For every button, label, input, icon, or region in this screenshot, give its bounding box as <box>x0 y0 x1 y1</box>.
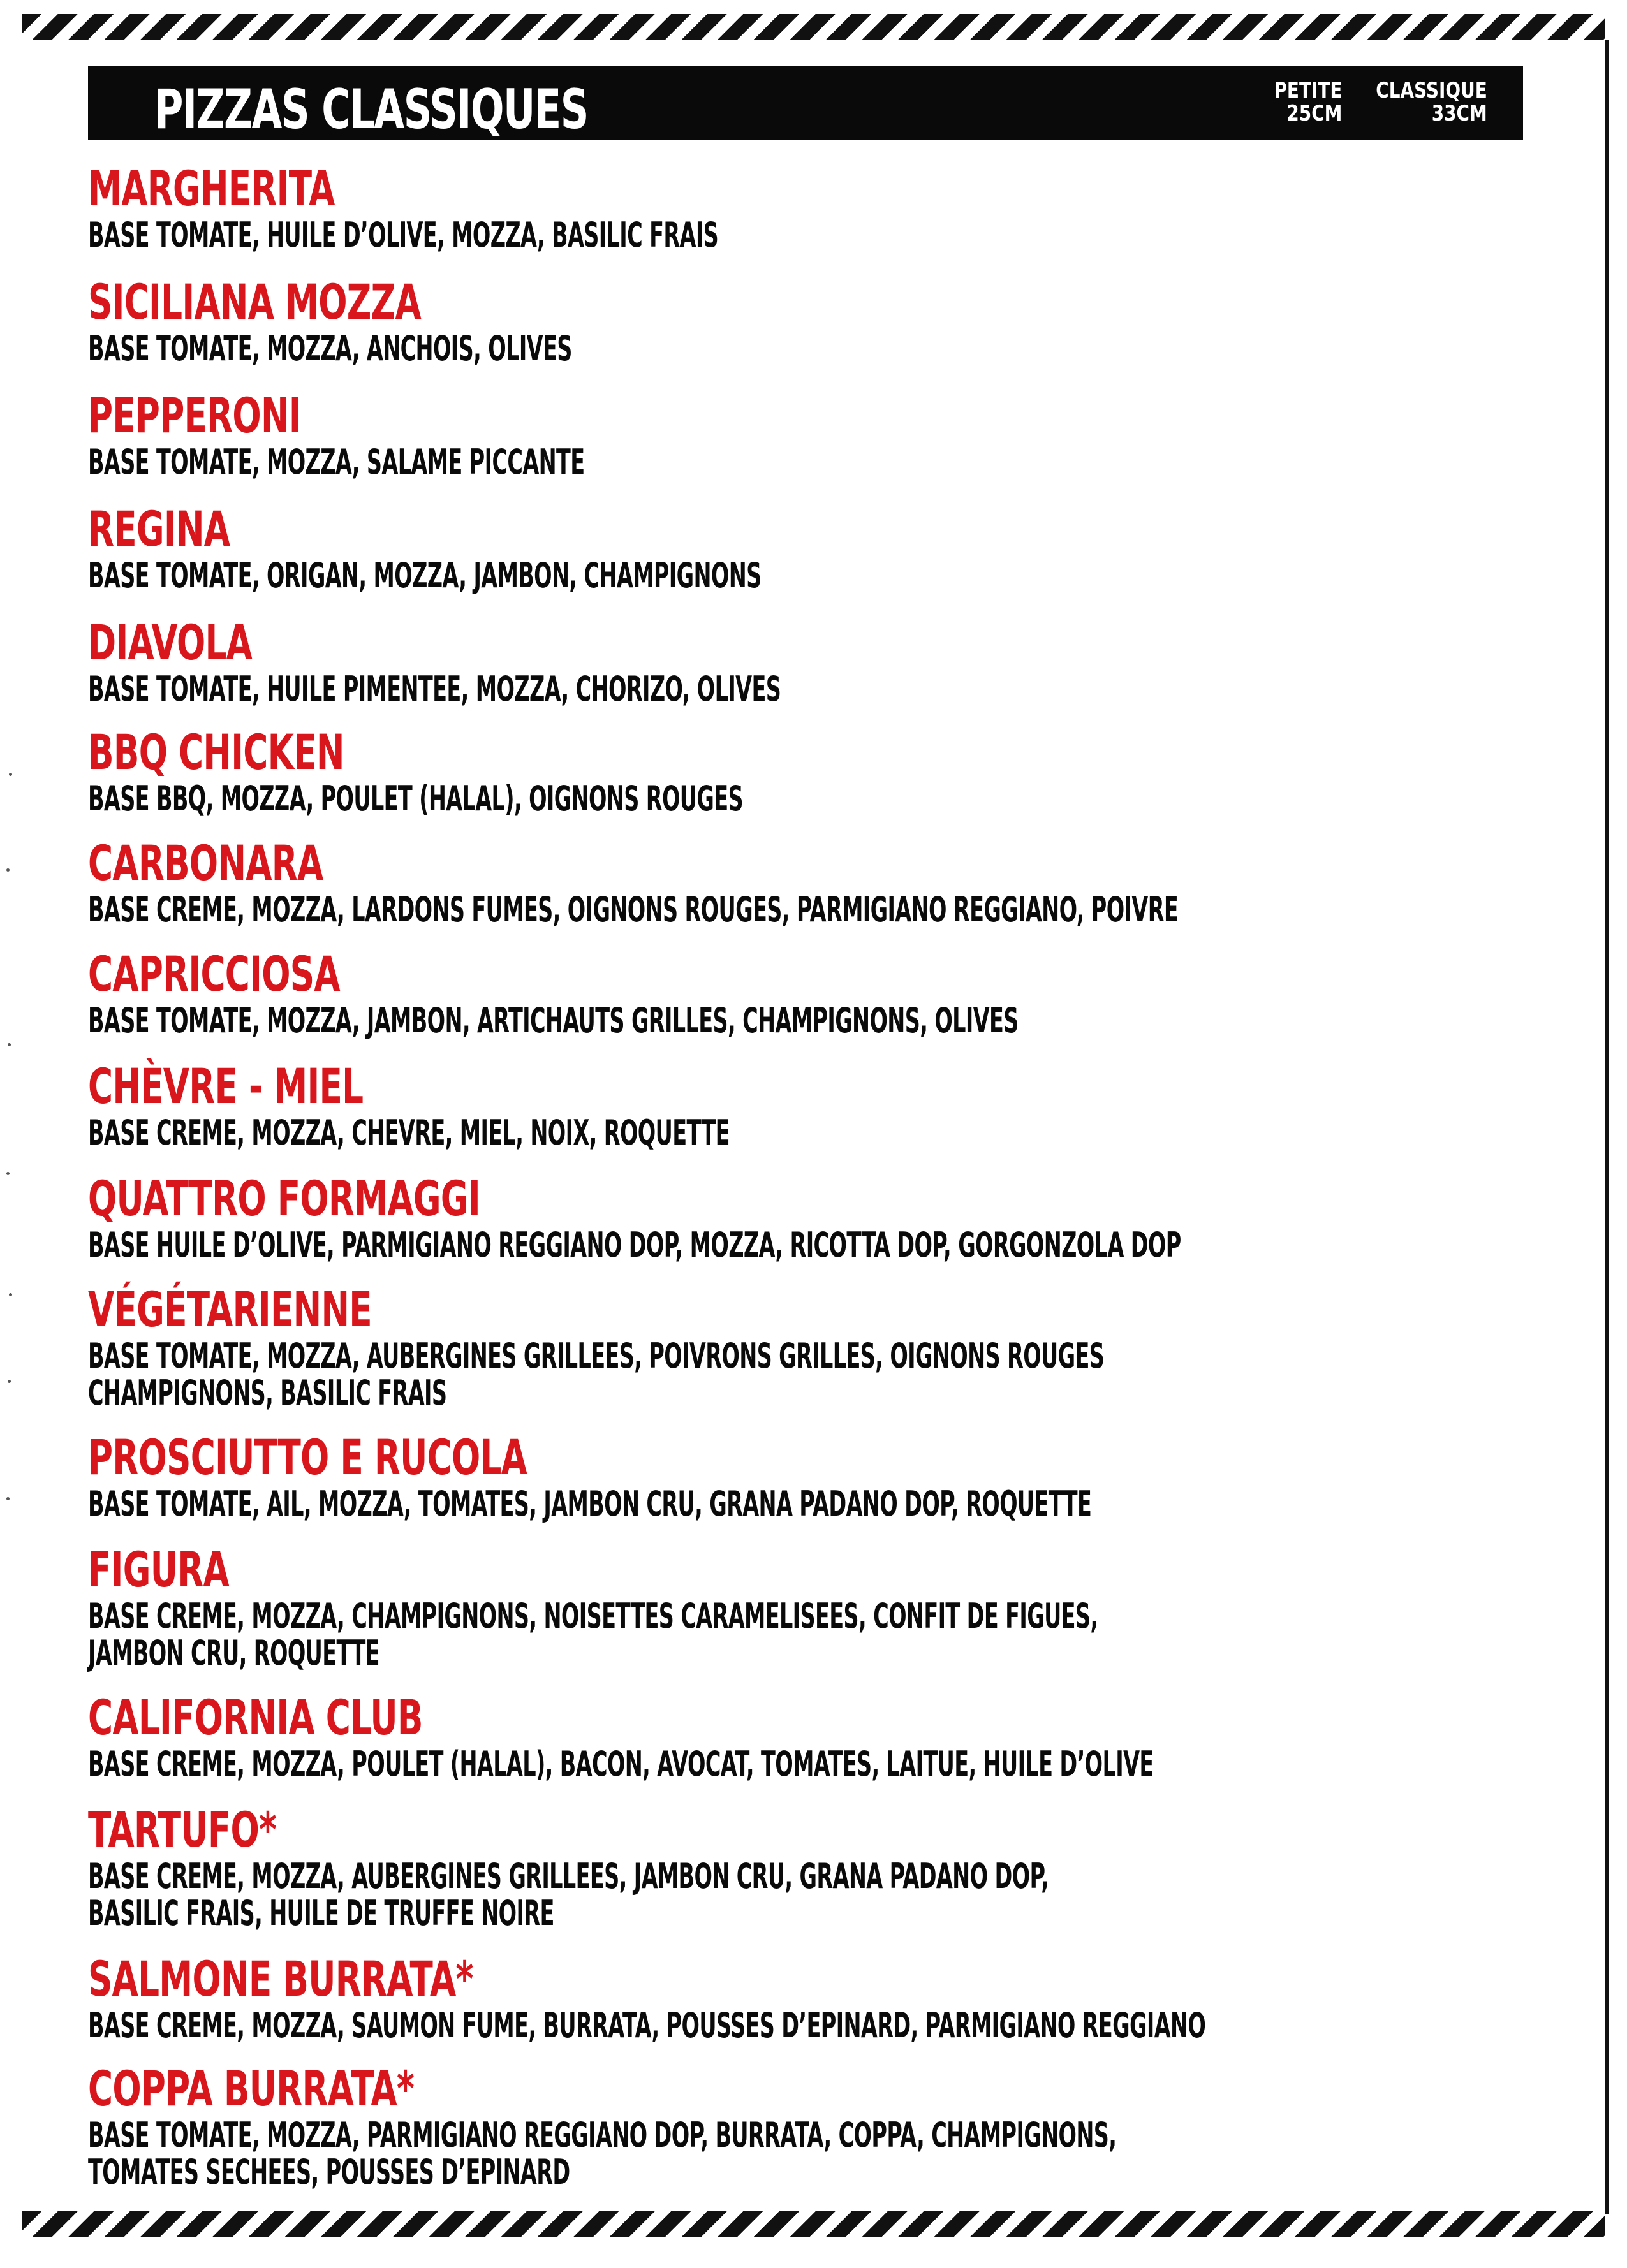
size-name: PETITE <box>1274 78 1342 103</box>
menu-item <box>88 1282 1627 1412</box>
size-column-small <box>1274 79 1342 125</box>
pizza-description: BASE TOMATE, HUILE D’OLIVE, MOZZA, BASILIC FRAIS <box>88 215 719 255</box>
pizza-name: QUATTRO FORMAGGI <box>88 1170 480 1227</box>
menu-item <box>88 1802 1627 1932</box>
pizza-description: BASE TOMATE, MOZZA, AUBERGINES GRILLEES, POIVRONS GRILLES, OIGNONS ROUGES CHAMPIGNONS, BASILIC FRAIS <box>88 1336 1105 1413</box>
pizza-name: CALIFORNIA CLUB <box>88 1689 423 1746</box>
pizza-description: BASE CREME, MOZZA, CHAMPIGNONS, NOISETTES CARAMELISEES, CONFIT DE FIGUES, JAMBON CRU, ROQUETTE <box>88 1596 1098 1673</box>
pizza-description: BASE CREME, MOZZA, LARDONS FUMES, OIGNONS ROUGES, PARMIGIANO REGGIANO, POIVRE <box>88 889 1179 930</box>
menu-item <box>88 2061 1627 2191</box>
menu-item <box>88 724 1627 817</box>
menu-item <box>88 161 1627 254</box>
pizza-description: BASE CREME, MOZZA, CHEVRE, MIEL, NOIX, ROQUETTE <box>88 1113 730 1153</box>
menu-item <box>88 615 1627 708</box>
pizza-description: BASE CREME, MOZZA, POULET (HALAL), BACON, AVOCAT, TOMATES, LAITUE, HUILE D’OLIVE <box>88 1744 1154 1784</box>
pizza-name: REGINA <box>88 501 230 557</box>
pizza-name: TARTUFO* <box>88 1801 277 1858</box>
menu-item <box>88 946 1627 1039</box>
scan-speck <box>8 1380 11 1383</box>
scan-speck <box>9 773 12 776</box>
pizza-name: FIGURA <box>88 1541 229 1598</box>
menu-item <box>88 1430 1627 1523</box>
pizza-name: SALMONE BURRATA* <box>88 1950 473 2007</box>
pizza-name: CARBONARA <box>88 835 323 891</box>
pizza-name: PEPPERONI <box>88 387 301 444</box>
pizza-description: BASE HUILE D’OLIVE, PARMIGIANO REGGIANO DOP, MOZZA, RICOTTA DOP, GORGONZOLA DOP <box>88 1225 1181 1265</box>
pizza-name: DIAVOLA <box>88 614 253 671</box>
menu-item <box>88 1690 1627 1783</box>
pizza-description: BASE CREME, MOZZA, SAUMON FUME, BURRATA, POUSSES D’EPINARD, PARMIGIANO REGGIANO <box>88 2005 1206 2045</box>
size-diameter: 25CM <box>1286 101 1342 126</box>
menu-item <box>88 1171 1627 1264</box>
menu-title: PIZZAS CLASSIQUES <box>154 78 588 142</box>
size-diameter: 33CM <box>1431 101 1487 126</box>
pizza-description: BASE TOMATE, MOZZA, SALAME PICCANTE <box>88 442 585 482</box>
pizza-name: PROSCIUTTO E RUCOLA <box>88 1429 527 1486</box>
menu-header-bar <box>88 66 1523 140</box>
menu-item <box>88 388 1627 481</box>
size-name: CLASSIQUE <box>1376 78 1487 103</box>
size-column-large <box>1376 79 1487 125</box>
pizza-name: BBQ CHICKEN <box>88 724 344 780</box>
menu-item <box>88 835 1627 928</box>
scan-speck <box>6 1497 10 1500</box>
top-striped-border <box>22 14 1605 40</box>
pizza-description: BASE TOMATE, MOZZA, ANCHOIS, OLIVES <box>88 328 572 369</box>
pizza-name: CAPRICCIOSA <box>88 946 340 1002</box>
menu-item <box>88 1951 1627 2044</box>
scan-speck <box>6 1172 10 1175</box>
menu-item <box>88 501 1627 594</box>
pizza-description: BASE TOMATE, MOZZA, PARMIGIANO REGGIANO DOP, BURRATA, COPPA, CHAMPIGNONS, TOMATES SECHEES, POUSSES D’EPINARD <box>88 2115 1117 2192</box>
pizza-name: MARGHERITA <box>88 160 335 217</box>
bottom-striped-border <box>22 2211 1605 2237</box>
pizza-name: VÉGÉTARIENNE <box>88 1281 372 1338</box>
pizza-description: BASE TOMATE, MOZZA, JAMBON, ARTICHAUTS GRILLES, CHAMPIGNONS, OLIVES <box>88 1000 1019 1041</box>
scan-speck <box>6 868 10 872</box>
scan-speck <box>9 1293 12 1296</box>
pizza-name: COPPA BURRATA* <box>88 2060 415 2117</box>
pizza-description: BASE TOMATE, HUILE PIMENTEE, MOZZA, CHORIZO, OLIVES <box>88 669 781 709</box>
menu-item <box>88 274 1627 367</box>
menu-item <box>88 1542 1627 1672</box>
pizza-description: BASE TOMATE, AIL, MOZZA, TOMATES, JAMBON CRU, GRANA PADANO DOP, ROQUETTE <box>88 1484 1092 1524</box>
scan-speck <box>8 1043 11 1046</box>
pizza-description: BASE TOMATE, ORIGAN, MOZZA, JAMBON, CHAMPIGNONS <box>88 555 762 596</box>
pizza-name: CHÈVRE - MIEL <box>88 1058 364 1115</box>
pizza-description: BASE BBQ, MOZZA, POULET (HALAL), OIGNONS ROUGES <box>88 779 743 819</box>
pizza-name: SICILIANA MOZZA <box>88 274 422 330</box>
menu-item <box>88 1058 1627 1152</box>
pizza-description: BASE CREME, MOZZA, AUBERGINES GRILLEES, JAMBON CRU, GRANA PADANO DOP, BASILIC FRAIS, HUILE DE TRUFFE NOIRE <box>88 1856 1049 1933</box>
